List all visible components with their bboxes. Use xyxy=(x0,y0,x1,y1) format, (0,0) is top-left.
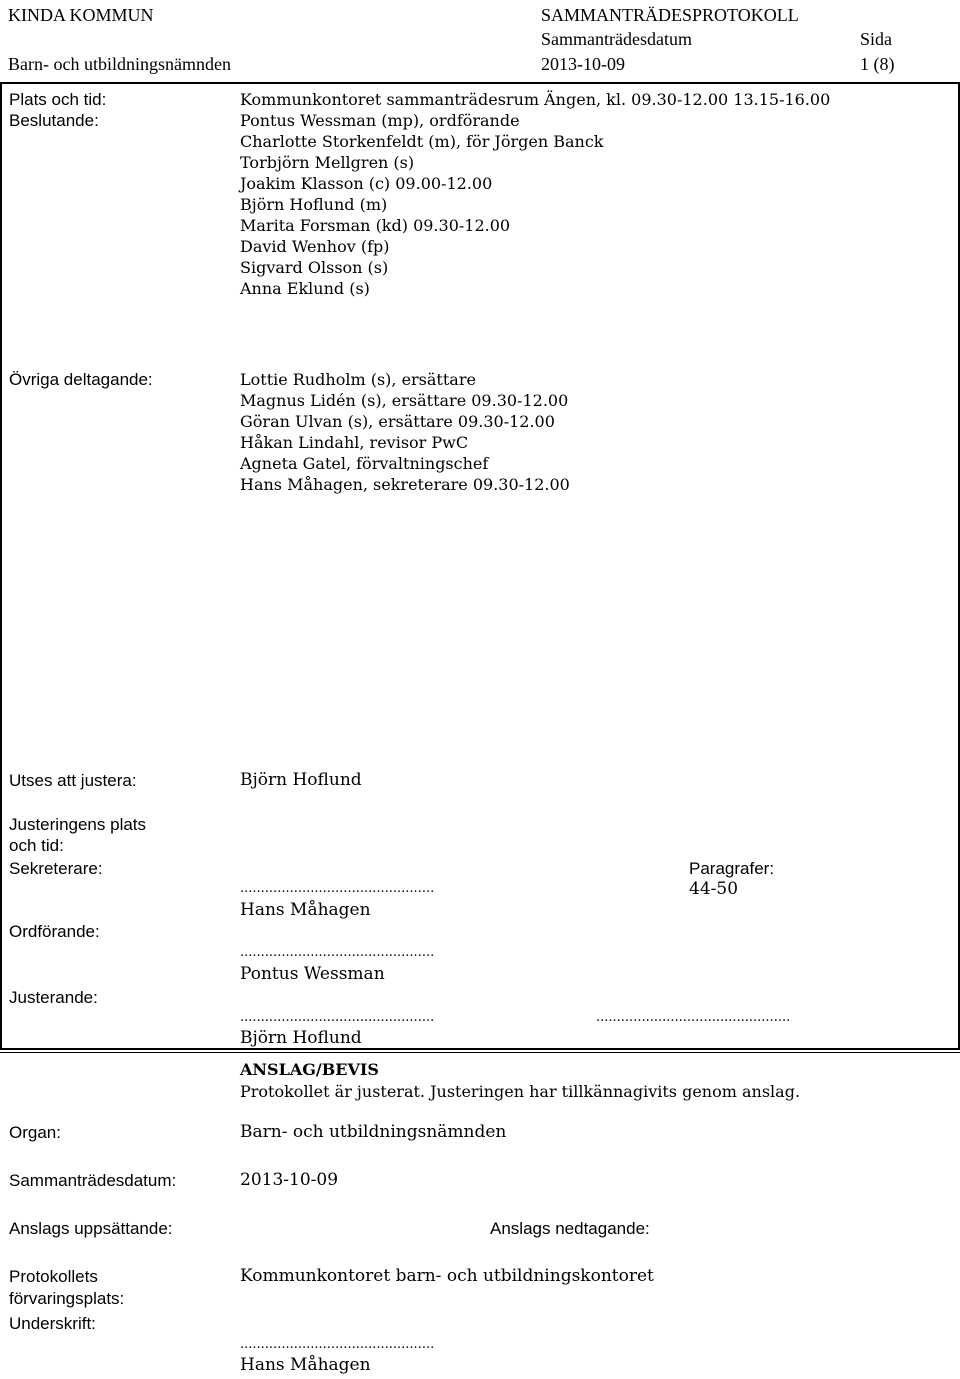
document-type: SAMMANTRÄDESPROTOKOLL xyxy=(541,5,799,25)
secretary-label: Sekreterare: xyxy=(9,859,103,878)
deciding-member: Joakim Klasson (c) 09.00-12.00 xyxy=(240,174,493,193)
secretary-signature-line: ............................................... xyxy=(240,881,435,896)
deciding-members-list xyxy=(240,110,603,299)
adjust-place-label-2: och tid: xyxy=(9,836,64,855)
committee-name: Barn- och utbildningsnämnden xyxy=(8,54,231,74)
date-label: Sammanträdesdatum xyxy=(541,29,692,49)
page-number: 1 (8) xyxy=(860,54,895,74)
deciding-member: Sigvard Olsson (s) xyxy=(240,258,389,277)
chair-label: Ordförande: xyxy=(9,922,100,941)
second-adjuster-signature-line: ............................................... xyxy=(596,1010,791,1025)
chair-name: Pontus Wessman xyxy=(240,964,385,984)
other-participant: Agneta Gatel, förvaltningschef xyxy=(240,454,489,473)
notice-date-label: Sammanträdesdatum: xyxy=(9,1171,177,1190)
notice-top-border xyxy=(0,1052,960,1053)
chair-signature-line: ............................................... xyxy=(240,945,435,960)
storage-value: Kommunkontoret barn- och utbildningskontoret xyxy=(240,1266,654,1286)
notice-signer: Hans Måhagen xyxy=(240,1355,371,1375)
box-left-border xyxy=(0,82,2,1050)
notice-text: Protokollet är justerat. Justeringen har tillkännagivits genom anslag. xyxy=(240,1082,801,1101)
adjuster-name: Björn Hoflund xyxy=(240,1028,362,1048)
other-participants-list xyxy=(240,369,570,495)
municipality-name: KINDA KOMMUN xyxy=(8,5,154,25)
page-label: Sida xyxy=(860,29,893,49)
other-participant: Lottie Rudholm (s), ersättare xyxy=(240,370,476,389)
box-bottom-border xyxy=(0,1048,960,1050)
deciding-member: Marita Forsman (kd) 09.30-12.00 xyxy=(240,216,511,235)
header-divider xyxy=(0,82,960,84)
deciding-member: Anna Eklund (s) xyxy=(240,279,370,298)
place-label: Plats och tid: xyxy=(9,90,107,109)
deciding-member: Torbjörn Mellgren (s) xyxy=(240,153,415,172)
notice-title: ANSLAG/BEVIS xyxy=(240,1060,379,1079)
deciding-member: Pontus Wessman (mp), ordförande xyxy=(240,111,520,130)
paragraphs-value: 44-50 xyxy=(689,879,739,899)
notice-date-value: 2013-10-09 xyxy=(240,1170,339,1190)
posted-label: Anslags uppsättande: xyxy=(9,1219,173,1238)
deciding-member: Charlotte Storkenfeldt (m), för Jörgen Banck xyxy=(240,132,604,151)
place-value: Kommunkontoret sammanträdesrum Ängen, kl. 09.30-12.00 13.15-16.00 xyxy=(240,90,831,109)
secretary-name: Hans Måhagen xyxy=(240,900,371,920)
other-participant: Göran Ulvan (s), ersättare 09.30-12.00 xyxy=(240,412,555,431)
adjuster-signature-line: ............................................... xyxy=(240,1010,435,1025)
adjust-value: Björn Hoflund xyxy=(240,770,362,790)
adjust-label: Utses att justera: xyxy=(9,771,137,790)
adjuster-label: Justerande: xyxy=(9,988,98,1007)
other-participant: Håkan Lindahl, revisor PwC xyxy=(240,433,469,452)
storage-label-2: förvaringsplats: xyxy=(9,1289,125,1308)
signature-label: Underskrift: xyxy=(9,1314,96,1333)
other-participant: Hans Måhagen, sekreterare 09.30-12.00 xyxy=(240,475,570,494)
deciding-member: Björn Hoflund (m) xyxy=(240,195,388,214)
other-participant: Magnus Lidén (s), ersättare 09.30-12.00 xyxy=(240,391,569,410)
notice-signature-line: ............................................... xyxy=(240,1337,435,1352)
organ-label: Organ: xyxy=(9,1123,61,1142)
deciding-member: David Wenhov (fp) xyxy=(240,237,390,256)
paragraphs-label: Paragrafer: xyxy=(689,859,775,878)
meeting-date: 2013-10-09 xyxy=(541,54,625,74)
adjust-place-label-1: Justeringens plats xyxy=(9,815,147,834)
others-label: Övriga deltagande: xyxy=(9,370,153,389)
storage-label-1: Protokollets xyxy=(9,1267,98,1286)
organ-value: Barn- och utbildningsnämnden xyxy=(240,1122,507,1142)
deciding-label: Beslutande: xyxy=(9,111,99,130)
removed-label: Anslags nedtagande: xyxy=(490,1219,650,1238)
